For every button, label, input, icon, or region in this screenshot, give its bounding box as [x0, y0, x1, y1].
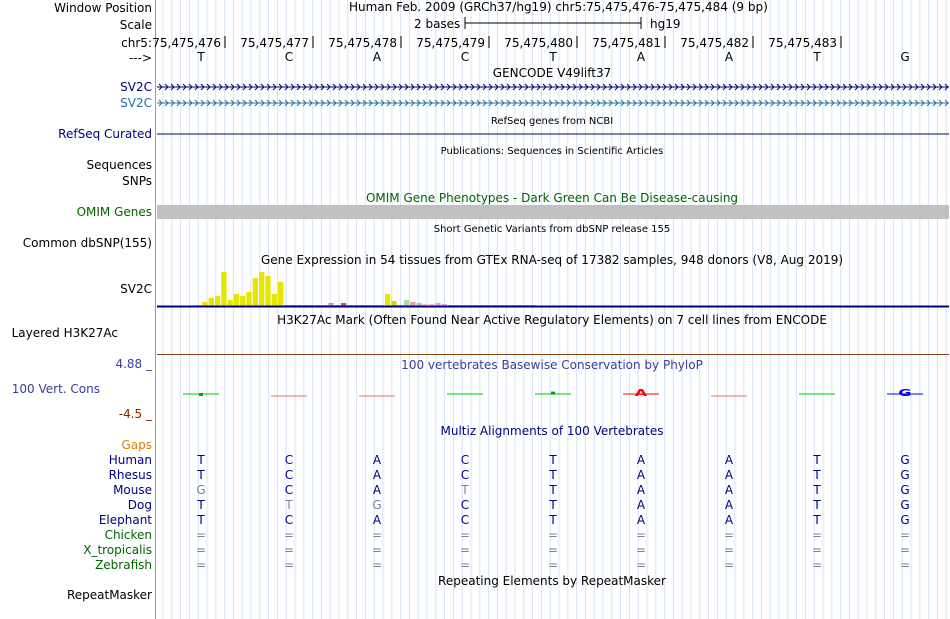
omim-bar [157, 205, 949, 219]
alignment-base: = [195, 558, 207, 572]
gtex-title: Gene Expression in 54 tissues from GTEx RNA-seq of 17382 samples, 948 donors (V8, Aug 2019) [260, 253, 844, 267]
alignment-base: = [459, 543, 471, 557]
ruler-tick-label: 75,475,477 [240, 36, 309, 50]
alignment-base: T [197, 453, 205, 467]
phylop-min-label: -4.5 _ [118, 407, 152, 421]
multiz-title: Multiz Alignments of 100 Vertebrates [440, 424, 664, 438]
alignment-base: = [459, 558, 471, 572]
gtex-bar [215, 296, 220, 306]
alignment-base: T [197, 513, 205, 527]
omim-title: OMIM Gene Phenotypes - Dark Green Can Be Disease-causing [365, 191, 739, 205]
ruler-base: T [197, 50, 205, 64]
gtex-bar [246, 292, 251, 306]
alignment-base: = [459, 528, 471, 542]
alignment-base: G [900, 513, 910, 527]
gtex-bar [391, 301, 396, 306]
alignment-base: = [635, 528, 647, 542]
alignment-base: T [813, 498, 821, 512]
scale-text: 2 bases [414, 17, 461, 31]
alignment-base: = [283, 558, 295, 572]
ruler-tick-label: 75,475,481 [592, 36, 661, 50]
alignment-base: = [899, 558, 911, 572]
alignment-base: = [283, 528, 295, 542]
gtex-bar [221, 272, 226, 306]
gtex-bar [240, 296, 245, 306]
alignment-base: A [724, 453, 734, 467]
alignment-base: A [636, 453, 646, 467]
alignment-base: = [635, 543, 647, 557]
alignment-base: = [635, 558, 647, 572]
alignment-base: = [811, 528, 823, 542]
species-label[interactable]: Elephant [98, 513, 152, 527]
alignment-base: A [724, 468, 734, 482]
scale-assembly: hg19 [650, 17, 681, 31]
gencode-title: GENCODE V49lift37 [492, 66, 612, 80]
alignment-base: A [372, 468, 382, 482]
alignment-base: T [285, 498, 293, 512]
alignment-base: A [724, 498, 734, 512]
chrom-label: chr5: [121, 36, 152, 50]
species-label[interactable]: Rhesus [108, 468, 152, 482]
alignment-base: A [724, 483, 734, 497]
gtex-bar [253, 278, 258, 306]
alignment-base: C [460, 513, 470, 527]
alignment-base: = [811, 558, 823, 572]
alignment-base: A [636, 468, 646, 482]
alignment-base: C [284, 513, 294, 527]
position-text: Human Feb. 2009 (GRCh37/hg19) chr5:75,475,476-75,475,484 (9 bp) [349, 0, 768, 14]
alignment-base: G [372, 498, 382, 512]
alignment-base: = [811, 543, 823, 557]
alignment-base: C [460, 468, 470, 482]
alignment-base: = [547, 528, 559, 542]
gtex-bar [259, 272, 264, 306]
ruler-base: G [900, 50, 910, 64]
ruler-base: C [460, 50, 470, 64]
dbsnp-title: Short Genetic Variants from dbSNP release 155 [433, 224, 671, 235]
repeatmasker-label[interactable]: RepeatMasker [66, 588, 152, 602]
gtex-bar [228, 300, 233, 306]
ruler-tick-label: 75,475,483 [768, 36, 837, 50]
ruler-base: T [813, 50, 821, 64]
alignment-base: A [636, 513, 646, 527]
alignment-base: = [283, 543, 295, 557]
window-position-label: Window Position [54, 1, 152, 15]
alignment-base: T [813, 453, 821, 467]
species-label[interactable]: Mouse [113, 483, 152, 497]
ruler-tick-label: 75,475,480 [504, 36, 573, 50]
species-label[interactable]: X_tropicalis [83, 543, 152, 557]
refseq-label[interactable]: RefSeq Curated [58, 127, 152, 141]
ruler-tick-label: 75,475,479 [416, 36, 485, 50]
phylop-score-bar [199, 393, 203, 396]
omim-label[interactable]: OMIM Genes [76, 205, 152, 219]
scale-label: Scale [119, 18, 152, 32]
phylop-logo-letter: A [634, 388, 648, 399]
species-label[interactable]: Chicken [104, 528, 152, 542]
ruler-base: A [372, 50, 382, 64]
phylop-label[interactable]: 100 Vert. Cons [11, 382, 100, 396]
phylop-title: 100 vertebrates Basewise Conservation by PhyloP [401, 358, 703, 372]
alignment-base: T [549, 483, 557, 497]
gtex-bar [278, 282, 283, 306]
phylop-score-bar [551, 392, 555, 395]
alignment-base: T [813, 483, 821, 497]
alignment-base: T [549, 513, 557, 527]
gtex-bar [410, 302, 415, 306]
ruler-base: A [636, 50, 646, 64]
alignment-base: T [813, 468, 821, 482]
alignment-base: A [372, 483, 382, 497]
alignment-base: G [196, 483, 206, 497]
alignment-base: G [900, 498, 910, 512]
alignment-base: = [899, 528, 911, 542]
alignment-base: = [547, 543, 559, 557]
ruler-tick-label: 75,475,478 [328, 36, 397, 50]
alignment-base: = [723, 558, 735, 572]
h3k27ac-title: H3K27Ac Mark (Often Found Near Active Regulatory Elements) on 7 cell lines from ENCODE [277, 313, 827, 327]
alignment-base: = [371, 543, 383, 557]
alignment-base: G [900, 483, 910, 497]
gtex-bar [202, 302, 207, 306]
gtex-bar [265, 276, 270, 306]
gencode-gene-label-1[interactable]: SV2C [120, 80, 152, 94]
alignment-base: = [723, 543, 735, 557]
alignment-base: T [549, 468, 557, 482]
alignment-base: T [197, 498, 205, 512]
alignment-base: C [460, 498, 470, 512]
dbsnp-label[interactable]: Common dbSNP(155) [22, 236, 152, 250]
gtex-bar [209, 298, 214, 306]
alignment-base: = [723, 528, 735, 542]
alignment-base: C [460, 453, 470, 467]
alignment-base: C [284, 483, 294, 497]
alignment-base: C [284, 468, 294, 482]
refseq-title: RefSeq genes from NCBI [490, 116, 614, 127]
alignment-base: T [197, 468, 205, 482]
strand-label: ---> [128, 51, 152, 65]
alignment-base: = [195, 543, 207, 557]
gaps-label: Gaps [121, 438, 152, 452]
phylop-max-label: 4.88 _ [115, 357, 152, 371]
gtex-label[interactable]: SV2C [120, 282, 152, 296]
species-label[interactable]: Zebrafish [95, 558, 152, 572]
gtex-bar [272, 294, 277, 306]
gtex-bar [234, 294, 239, 306]
alignment-base: G [900, 453, 910, 467]
gtex-bar [404, 300, 409, 306]
gencode-gene-label-2[interactable]: SV2C [120, 96, 152, 110]
alignment-base: T [549, 453, 557, 467]
publications-label[interactable]: Sequences [86, 158, 152, 172]
phylop-logo-letter: G [898, 388, 912, 399]
alignment-base: = [371, 558, 383, 572]
ruler-tick-label: 75,475,482 [680, 36, 749, 50]
alignment-base: = [899, 543, 911, 557]
repeatmasker-title: Repeating Elements by RepeatMasker [438, 574, 666, 588]
alignment-base: A [372, 453, 382, 467]
alignment-base: T [549, 498, 557, 512]
alignment-base: G [900, 468, 910, 482]
ruler-base: A [724, 50, 734, 64]
gtex-bar [385, 294, 390, 306]
alignment-base: C [284, 453, 294, 467]
alignment-base: T [461, 483, 469, 497]
ruler-base: C [284, 50, 294, 64]
alignment-base: A [636, 498, 646, 512]
alignment-base: = [195, 528, 207, 542]
ruler-base: T [549, 50, 557, 64]
alignment-base: = [547, 558, 559, 572]
publications-title: Publications: Sequences in Scientific Articles [440, 146, 664, 157]
alignment-base: = [371, 528, 383, 542]
alignment-base: T [813, 513, 821, 527]
snps-label[interactable]: SNPs [122, 174, 152, 188]
species-label[interactable]: Dog [127, 498, 152, 512]
alignment-base: A [724, 513, 734, 527]
alignment-base: A [636, 483, 646, 497]
species-label[interactable]: Human [108, 453, 152, 467]
alignment-base: A [372, 513, 382, 527]
ruler-tick-label: 75,475,476 [152, 36, 221, 50]
h3k27ac-label[interactable]: Layered H3K27Ac [11, 326, 118, 340]
